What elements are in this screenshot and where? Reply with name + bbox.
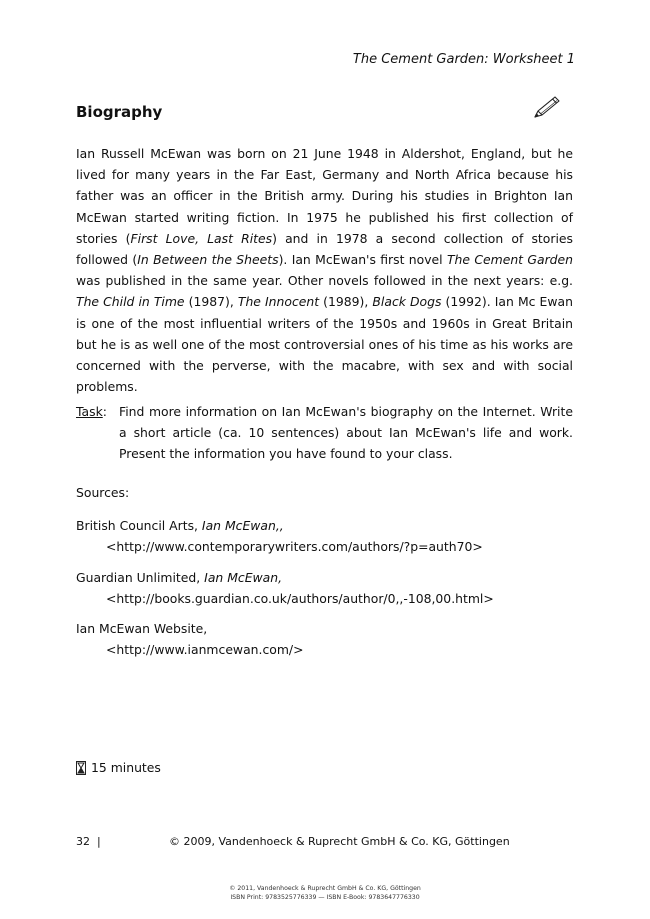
book-title: The Child in Time bbox=[76, 294, 185, 310]
book-title: Black Dogs bbox=[372, 294, 442, 310]
source-url: <http://www.ianmcewan.com/> bbox=[106, 642, 304, 657]
hourglass-icon bbox=[76, 761, 86, 775]
header-title: The Cement Garden: Worksheet 1 bbox=[352, 52, 575, 67]
imprint-line: © 2011, Vandenhoeck & Ruprecht GmbH & Co. KG, Göttingen bbox=[229, 885, 421, 892]
biography-text: Ian Russell McEwan was born on 21 June 1948 in Aldershot, England, but he lived for many years in the Far East, Germany and North Africa because his father was an officer in the British army. During his studies in Brighton Ian McEwan started writing fiction. In 1975 he published his first collection of stories (First Love, Last Rites) and in 1978 a second collection of stories followed (In Between the Sheets). Ian McEwan's first novel The Cement Garden was published in the same year. Other novels followed in the next years: e.g. The Child in Time (1987), The Innocent (1989), Black Dogs (1992). Ian Mc Ewan is one of the most influential writers of the 1950s and 1960s in Great Britain but he is as well one of the most controversial ones of his time as his works are concerned with the perverse, with the macabre, with sex and with social problems. bbox=[76, 146, 574, 395]
source-url: <http://www.contemporarywriters.com/authors/?p=auth70> bbox=[106, 539, 483, 554]
time-label: 15 minutes bbox=[91, 760, 161, 775]
source-item: British Council Arts, Ian McEwan,, <http://www.contemporarywriters.com/authors/?p=auth70> bbox=[76, 515, 596, 557]
source-item: Ian McEwan Website, <http://www.ianmcewan.com/> bbox=[76, 618, 596, 660]
task-text: Find more information on Ian McEwan's biography on the Internet. Write a short article (ca. 10 sentences) about Ian McEwan's life and work. Present the information you have found to your class. bbox=[119, 404, 573, 462]
time-estimate bbox=[76, 760, 161, 775]
book-title: The Innocent bbox=[237, 294, 320, 310]
book-title: First Love, Last Rites bbox=[130, 230, 273, 246]
source-item: Guardian Unlimited, Ian McEwan, <http://books.guardian.co.uk/authors/author/0,,-108,00.html> bbox=[76, 567, 596, 609]
section-heading: Biography bbox=[76, 103, 163, 121]
task-block bbox=[76, 401, 573, 465]
task-label: Task: bbox=[76, 404, 107, 419]
book-title: In Between the Sheets bbox=[137, 252, 279, 268]
pencil-icon bbox=[532, 94, 562, 120]
page-number: 32 | bbox=[76, 835, 101, 848]
sources-label: Sources: bbox=[76, 485, 130, 500]
isbn-line: ISBN Print: 9783525776339 — ISBN E-Book: 9783647776330 bbox=[230, 894, 420, 901]
source-url: <http://books.guardian.co.uk/authors/author/0,,-108,00.html> bbox=[106, 591, 494, 606]
book-title: The Cement Garden bbox=[446, 252, 574, 268]
copyright-line: © 2009, Vandenhoeck & Ruprecht GmbH & Co. KG, Göttingen bbox=[169, 835, 510, 848]
